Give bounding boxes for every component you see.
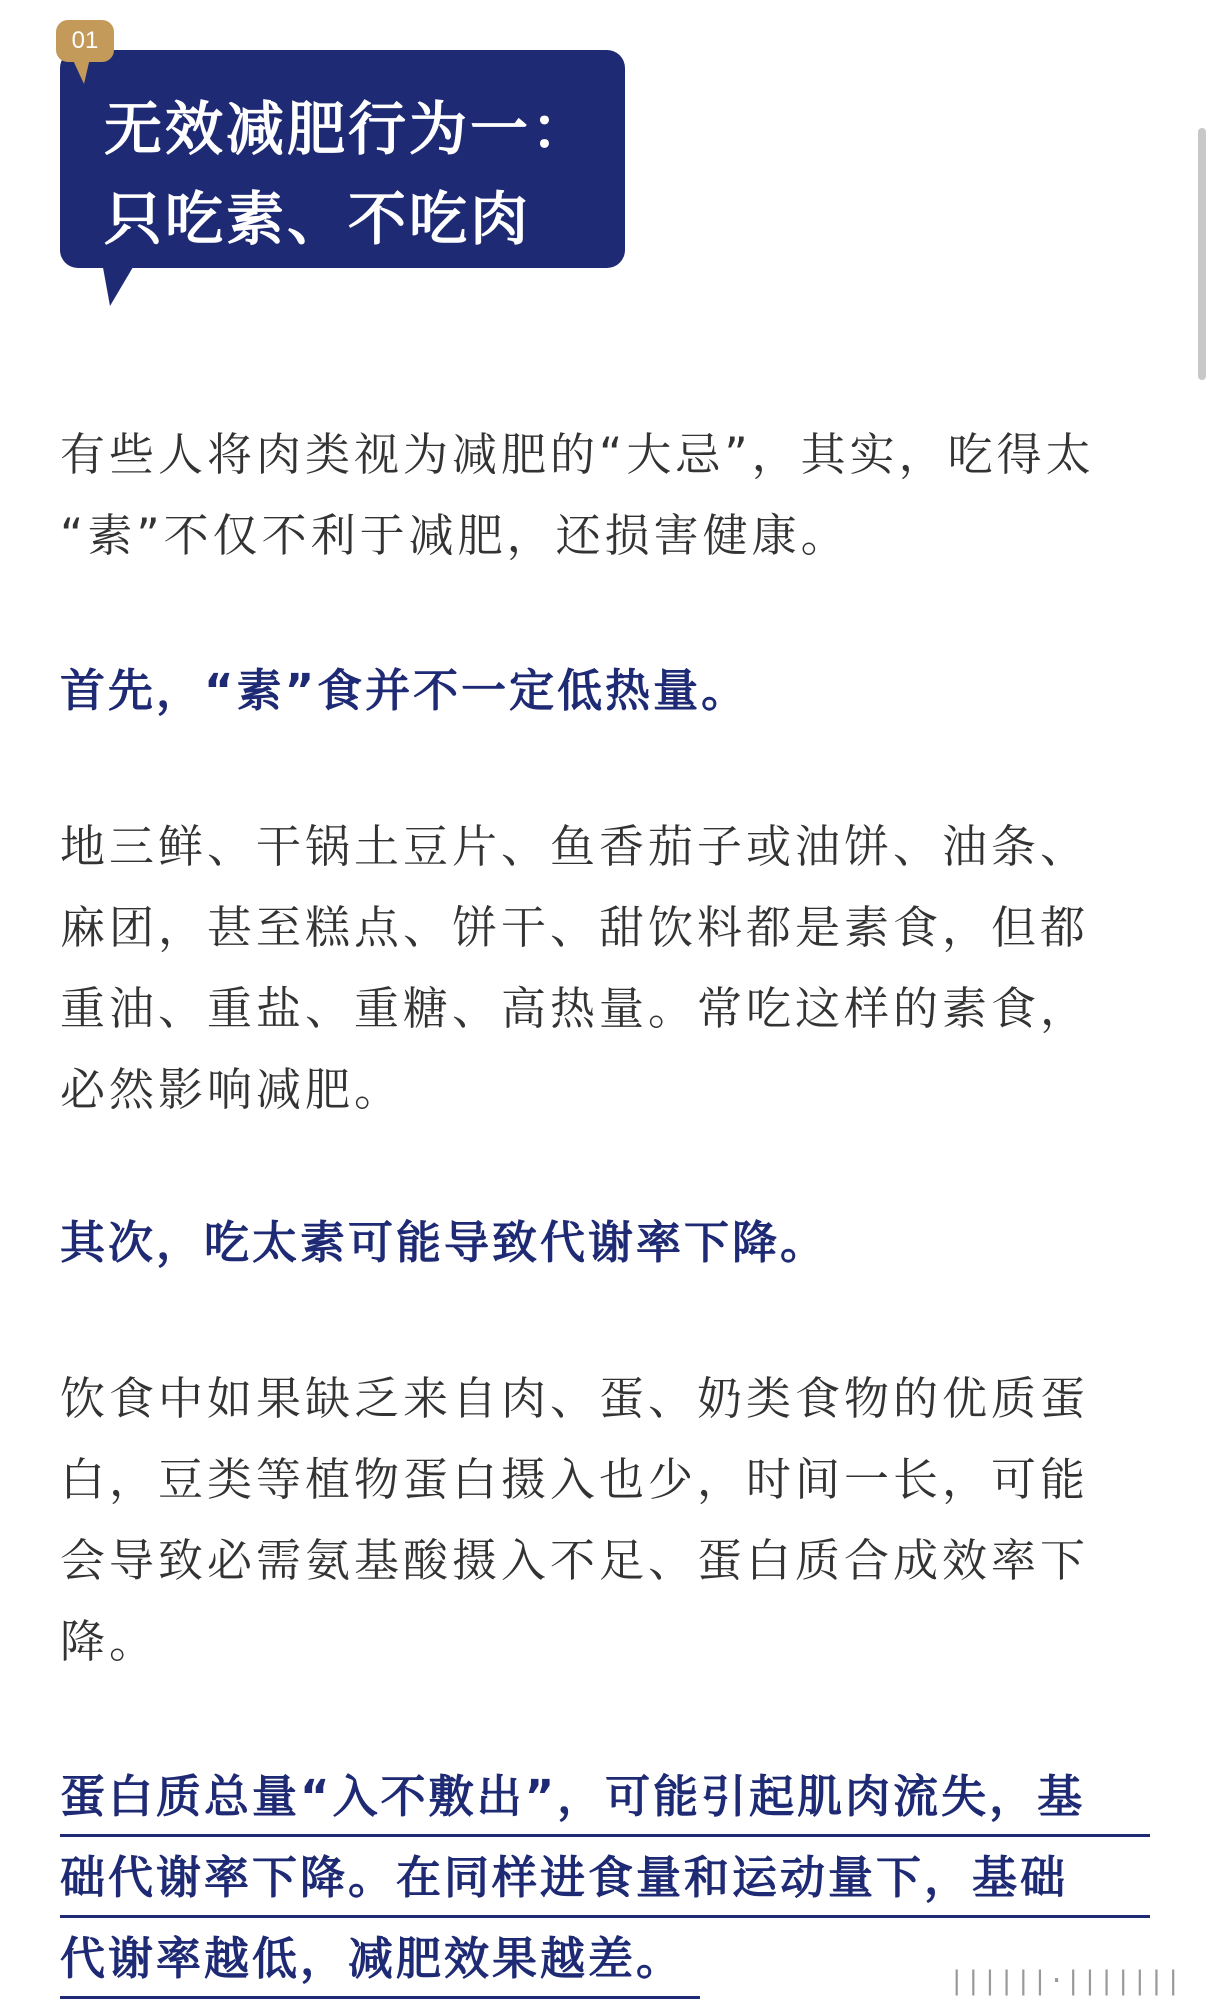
watermark: ||||||·|||||||	[945, 1966, 1186, 1996]
text-line: 会导致必需氨基酸摄入不足、蛋白质合成效率下	[60, 1534, 1090, 1587]
point-1-paragraph	[60, 806, 1150, 1130]
section-number-badge: 01	[56, 20, 114, 62]
title-banner-tail	[102, 262, 136, 306]
text-line: 重油、重盐、重糖、高热量。常吃这样的素食，	[60, 982, 1090, 1035]
conclusion-highlight	[60, 1756, 1150, 1999]
scrollbar-thumb[interactable]	[1198, 128, 1206, 380]
intro-paragraph	[60, 414, 1150, 576]
point-2-paragraph	[60, 1358, 1150, 1682]
text-line: 有些人将肉类视为减肥的“大忌”，其实，吃得太	[60, 428, 1095, 481]
underlined-line: 础代谢率下降。在同样进食量和运动量下，基础	[60, 1837, 1150, 1918]
point-1-heading: 首先，“素”食并不一定低热量。	[60, 664, 750, 717]
text-line: 必然影响减肥。	[60, 1063, 404, 1116]
section-title-line-2: 只吃素、不吃肉	[104, 185, 532, 253]
text-line: 白，豆类等植物蛋白摄入也少，时间一长，可能	[60, 1453, 1090, 1506]
text-line: 麻团，甚至糕点、饼干、甜饮料都是素食，但都	[60, 901, 1090, 954]
text-line: 降。	[60, 1615, 159, 1668]
underlined-line: 蛋白质总量“入不敷出”，可能引起肌肉流失，基	[60, 1756, 1150, 1837]
section-title-line-1: 无效减肥行为一：	[104, 95, 593, 163]
text-line: “素”不仅不利于减肥，还损害健康。	[60, 509, 850, 562]
text-line: 地三鲜、干锅土豆片、鱼香茄子或油饼、油条、	[60, 820, 1090, 873]
text-line: 饮食中如果缺乏来自肉、蛋、奶类食物的优质蛋	[60, 1372, 1090, 1425]
underlined-line: 代谢率越低，减肥效果越差。	[60, 1918, 700, 1999]
point-2-heading: 其次，吃太素可能导致代谢率下降。	[60, 1216, 829, 1269]
